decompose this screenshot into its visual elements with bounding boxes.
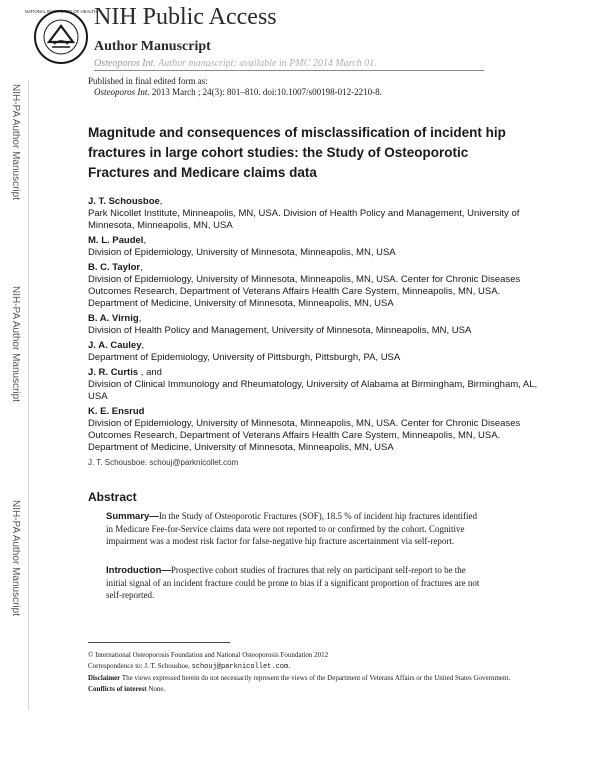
sidebar-watermark-3: NIH-PA Author Manuscript [10, 500, 21, 616]
footnotes [88, 650, 538, 695]
author-name: J. R. Curtis [88, 367, 139, 378]
author-sep: , [140, 262, 143, 273]
published-form-label: Published in final edited form as: [88, 76, 208, 86]
author-name: B. A. Virnig [88, 313, 139, 324]
margin-rule [28, 80, 29, 710]
author-sep: , [138, 313, 142, 324]
author-name: J. T. Schousboe [88, 196, 160, 207]
conflicts-note [88, 684, 538, 694]
correspondence-email: schouj@parknicollet.com [191, 663, 289, 671]
abstract-summary [106, 510, 486, 547]
correspondence-end: . [288, 662, 290, 670]
header-availability: . Author manuscript; available in PMC 2014 March 01. [153, 58, 377, 69]
author-affiliation: Division of Epidemiology, University of Minnesota, Minneapolis, MN, USA. Center for Chronic Diseases Outcomes Research, Department of Veterans Affairs Health Care System, Minneapolis, MN, USA. Department of Medicine, University of Minnesota, Minneapolis, MN, USA [88, 274, 521, 309]
logo-text: NATIONAL INSTITUTES OF HEALTH [24, 9, 98, 14]
copyright-note: © International Osteoporosis Foundation and National Osteoporosis Foundation 2012 [88, 651, 329, 659]
author-entry [88, 340, 538, 364]
author-manuscript-label: Author Manuscript [94, 39, 211, 54]
author-sep: , [159, 196, 163, 207]
header-divider [94, 70, 484, 71]
citation-details: . 2013 March ; 24(3): 801–810. doi:10.1007/s00198-012-2210-8. [147, 87, 382, 97]
corresponding-email-line: J. T. Schousboe: schouj@parknicollet.com [88, 458, 239, 467]
author-entry [88, 406, 538, 454]
nih-public-access-title: NIH Public Access [94, 4, 277, 30]
summary-label: Summary— [106, 511, 159, 522]
conflicts-label: Conflicts of interest [88, 685, 147, 693]
sidebar-watermark-1: NIH-PA Author Manuscript [10, 84, 21, 200]
author-sep: , [143, 235, 147, 246]
author-sep: , and [140, 367, 162, 378]
abstract-heading: Abstract [88, 490, 137, 504]
sidebar-watermark-2: NIH-PA Author Manuscript [10, 286, 21, 402]
citation-line [94, 87, 382, 97]
citation-journal: Osteoporos Int [94, 87, 148, 97]
conflicts-text: None. [146, 685, 166, 693]
footnote-divider [88, 642, 230, 643]
introduction-label: Introduction— [106, 565, 171, 576]
author-entry [88, 313, 538, 337]
author-affiliation: Division of Epidemiology, University of Minnesota, Minneapolis, MN, USA [88, 247, 396, 258]
author-name: K. E. Ensrud [88, 406, 145, 417]
author-list [88, 196, 538, 469]
author-entry [88, 367, 538, 403]
summary-text: In the Study of Osteoporotic Fractures (SOF), 18.5 % of incident hip fractures identified in Medicare Fee-for-Service claims data were not reported to or confirmed by the cohort. Cognitive impairment was a modest risk factor for false-negative hip fracture ascertainment via self-report. [106, 511, 477, 546]
disclaimer-note [88, 673, 538, 683]
author-affiliation: Division of Epidemiology, University of Minnesota, Minneapolis, MN, USA. Center for Chronic Diseases Outcomes Research, Department of Veterans Affairs Health Care System, Minneapolis, MN, USA. Department of Medicine, University of Minnesota, Minneapolis, MN, USA [88, 418, 521, 453]
author-name: J. A. Cauley [88, 340, 142, 351]
author-affiliation: Park Nicollet Institute, Minneapolis, MN, USA. Division of Health Policy and Management, University of Minnesota, Minneapolis, MN, USA [88, 208, 520, 231]
author-name: M. L. Paudel [88, 235, 144, 246]
disclaimer-text: The views expressed herein do not necessarily represent the views of the Department of Veterans Affairs or the United States Government. [120, 674, 511, 682]
author-affiliation: Department of Epidemiology, University of Pittsburgh, Pittsburgh, PA, USA [88, 352, 401, 363]
author-sep: , [141, 340, 145, 351]
author-name: B. C. Taylor [88, 262, 141, 273]
nih-seal-logo [24, 6, 98, 68]
author-entry [88, 262, 538, 310]
author-affiliation: Division of Clinical Immunology and Rheumatology, University of Alabama at Birmingham, Birmingham, AL, USA [88, 379, 538, 402]
abstract-introduction [106, 564, 486, 601]
availability-line [94, 58, 377, 69]
disclaimer-label: Disclaimer [88, 674, 121, 682]
article-title: Magnitude and consequences of misclassification of incident hip fractures in large cohort studies: the Study of Osteoporotic Fractures and Medicare claims data [88, 125, 506, 180]
introduction-text: Prospective cohort studies of fractures that rely on participant self-report to be the initial signal of an incident fracture could be prone to bias if a significant proportion of fractures are not self-reported. [106, 565, 480, 600]
header-journal: Osteoporos Int [94, 58, 154, 69]
author-entry [88, 235, 538, 259]
author-entry [88, 196, 538, 232]
author-affiliation: Division of Health Policy and Management, University of Minnesota, Minneapolis, MN, USA [88, 325, 472, 336]
correspondence-label: Correspondence to: J. T. Schousboe, [88, 662, 192, 670]
correspondence-note [88, 661, 538, 672]
